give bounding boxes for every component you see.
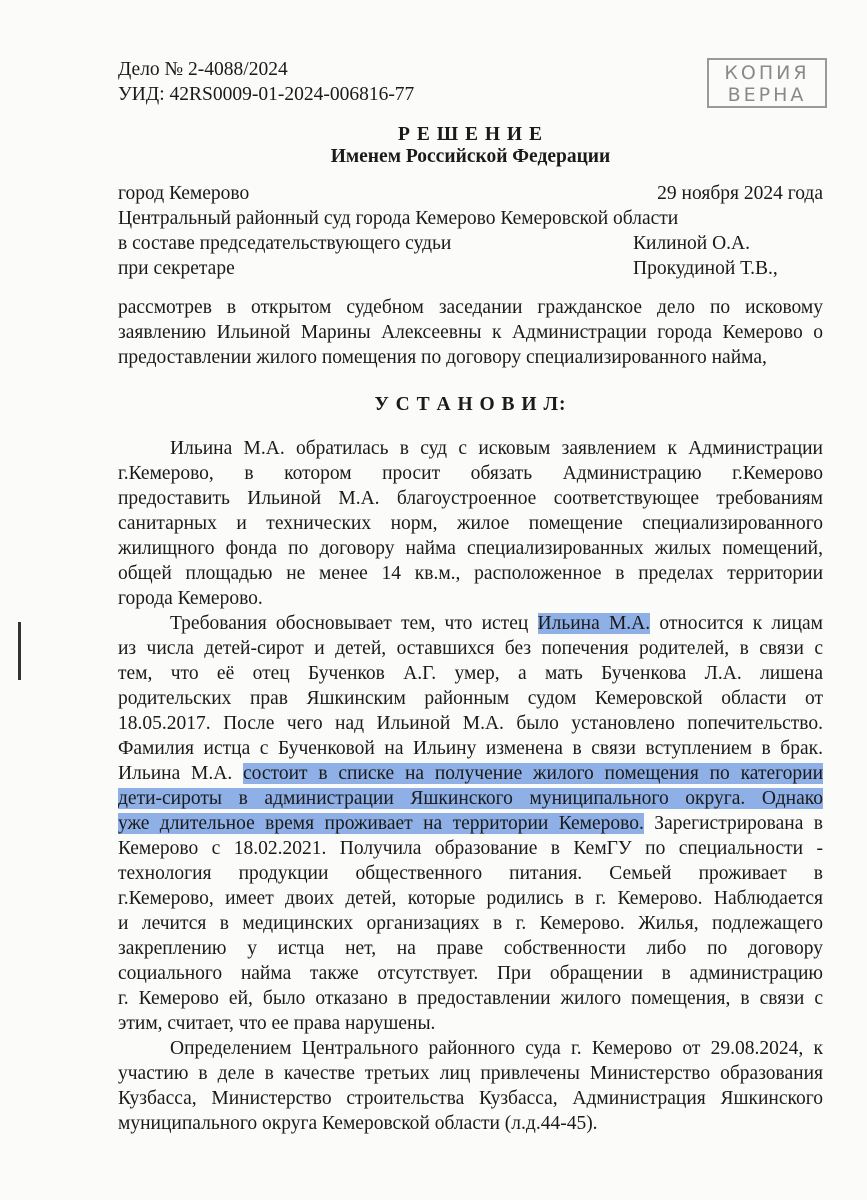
text-line bbox=[118, 1111, 823, 1136]
text-segment: Ильина М.А. обратилась в суд с исковым заявлением к Администрации bbox=[170, 438, 823, 459]
place-date-row bbox=[118, 181, 823, 206]
highlighted-text: дети-сироты в администрации Яшкинского муниципального округа. Однако bbox=[118, 788, 823, 809]
text-line bbox=[118, 536, 823, 561]
text-segment: Фамилия истца с Бученковой на Ильину изменена в связи вступлением в брак. bbox=[118, 738, 823, 759]
text-line bbox=[118, 1011, 823, 1036]
judge-label: в составе председательствующего судьи bbox=[118, 233, 452, 254]
text-segment: жилищного фонда по договору найма специализированных жилых помещений, bbox=[118, 538, 823, 559]
paragraph bbox=[118, 436, 823, 611]
text-segment: Требования обосновывает тем, что истец bbox=[170, 613, 538, 634]
case-number: Дело № 2-4088/2024 bbox=[118, 59, 288, 80]
text-segment: г.Кемерово, в котором просит обязать Администрацию г.Кемерово bbox=[118, 463, 823, 484]
text-line bbox=[118, 436, 823, 461]
text-segment: Ильина М.А. bbox=[118, 763, 244, 784]
paragraph bbox=[118, 1036, 823, 1136]
text-line bbox=[118, 486, 823, 511]
considered-line: заявлению Ильиной Марины Алексеевны к Администрации города Кемерово о bbox=[118, 322, 823, 343]
judge-row bbox=[118, 231, 823, 256]
text-line bbox=[118, 736, 823, 761]
secretary-row bbox=[118, 256, 823, 281]
text-line bbox=[118, 961, 823, 986]
secretary-name: Прокудиной Т.В., bbox=[633, 258, 778, 279]
text-segment: родительских прав Яшкинским районным судом Кемеровской области от bbox=[118, 688, 823, 709]
highlighted-text: состоит в списке на получение жилого помещения по категории bbox=[243, 763, 823, 784]
text-line bbox=[118, 786, 823, 811]
margin-mark bbox=[18, 622, 21, 680]
text-segment: участию в деле в качестве третьих лиц привлечены Министерство образования bbox=[118, 1063, 823, 1084]
text-line bbox=[118, 686, 823, 711]
document-subtitle: Именем Российской Федерации bbox=[330, 146, 611, 167]
text-segment: санитарных и технических норм, жилое помещение специализированного bbox=[118, 513, 823, 534]
highlighted-text: уже длительное время проживает на территории Кемерово. bbox=[118, 813, 644, 834]
text-segment: Кемерово с 18.02.2021. Получила образование в КемГУ по специальности - bbox=[118, 838, 823, 859]
text-segment: технология продукции общественного питания. Семьей проживает в bbox=[118, 863, 823, 884]
text-line bbox=[118, 511, 823, 536]
decision-date: 29 ноября 2024 года bbox=[657, 183, 823, 204]
text-segment: закреплению у истца нет, на праве собственности либо по договору bbox=[118, 938, 823, 959]
text-line bbox=[118, 1061, 823, 1086]
text-line bbox=[118, 886, 823, 911]
document-page bbox=[118, 0, 823, 1136]
text-segment: г.Кемерово, имеет двоих детей, которые родились в г. Кемерово. Наблюдается bbox=[118, 888, 823, 909]
text-segment: социального найма также отсутствует. При обращении в администрацию bbox=[118, 963, 823, 984]
text-line bbox=[118, 811, 823, 836]
text-line bbox=[118, 661, 823, 686]
paragraph bbox=[118, 611, 823, 1036]
text-segment: и лечится в медицинских организациях в г. Кемерово. Жилья, подлежащего bbox=[118, 913, 823, 934]
considered-line: рассмотрев в открытом судебном заседании гражданское дело по исковому bbox=[118, 297, 823, 318]
text-line bbox=[118, 861, 823, 886]
document-title: Р Е Ш Е Н И Е bbox=[398, 124, 543, 145]
decision-body bbox=[118, 436, 823, 1136]
text-segment: Определением Центрального районного суда г. Кемерово от 29.08.2024, к bbox=[170, 1038, 823, 1059]
text-line bbox=[118, 1086, 823, 1111]
judge-name: Килиной О.А. bbox=[633, 233, 751, 254]
text-segment: из числа детей-сирот и детей, оставшихся без попечения родителей, в связи с bbox=[118, 638, 823, 659]
text-line bbox=[118, 836, 823, 861]
court-name: Центральный районный суд города Кемерово Кемеровской области bbox=[118, 208, 679, 229]
text-line bbox=[118, 911, 823, 936]
text-segment: относится к лицам bbox=[650, 613, 823, 634]
text-line bbox=[118, 586, 823, 611]
established-heading: У С Т А Н О В И Л: bbox=[374, 394, 567, 415]
text-line bbox=[118, 561, 823, 586]
case-uid: УИД: 42RS0009-01-2024-006816-77 bbox=[118, 84, 415, 105]
text-line bbox=[118, 1036, 823, 1061]
text-segment: муниципального округа Кемеровской области (л.д.44-45). bbox=[118, 1113, 598, 1134]
text-segment: предоставить Ильиной М.А. благоустроенное соответствующее требованиям bbox=[118, 488, 823, 509]
text-segment: 18.05.2017. После чего над Ильиной М.А. было установлено попечительство. bbox=[118, 713, 823, 734]
stamp-line-2: ВЕРНА bbox=[727, 84, 807, 106]
secretary-label: при секретаре bbox=[118, 258, 235, 279]
text-line bbox=[118, 986, 823, 1011]
text-line bbox=[118, 461, 823, 486]
stamp-line-1: КОПИЯ bbox=[724, 62, 810, 84]
text-segment: города Кемерово. bbox=[118, 588, 263, 609]
text-line bbox=[118, 636, 823, 661]
text-segment: тем, что её отец Бученков А.Г. умер, а мать Бученкова Л.А. лишена bbox=[118, 663, 823, 684]
text-line bbox=[118, 761, 823, 786]
highlighted-text: Ильина М.А. bbox=[537, 613, 651, 634]
text-line bbox=[118, 711, 823, 736]
text-segment: этим, считает, что ее права нарушены. bbox=[118, 1013, 436, 1034]
text-segment: общей площадью не менее 14 кв.м., расположенное в пределах территории bbox=[118, 563, 823, 584]
text-line bbox=[118, 936, 823, 961]
city: город Кемерово bbox=[118, 183, 250, 204]
text-line bbox=[118, 611, 823, 636]
considered-line: предоставлении жилого помещения по договору специализированного найма, bbox=[118, 347, 767, 368]
text-segment: Кузбасса, Министерство строительства Кузбасса, Администрация Яшкинского bbox=[118, 1088, 823, 1109]
text-segment: Зарегистрирована в bbox=[643, 813, 823, 834]
text-segment: г. Кемерово ей, было отказано в предоставлении жилого помещения, в связи с bbox=[118, 988, 823, 1009]
